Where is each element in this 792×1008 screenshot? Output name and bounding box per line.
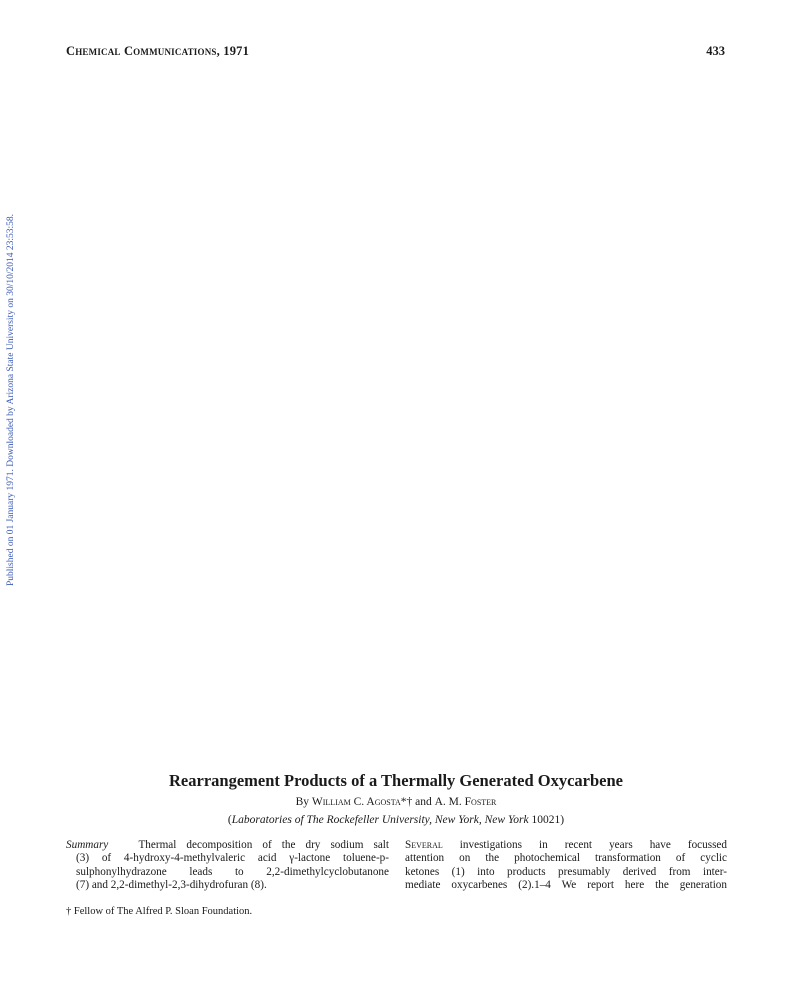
author-by: By: [295, 796, 310, 808]
affiliation-text: Laboratories of The Rockefeller University, New York, New York: [231, 814, 529, 826]
journal-header: [66, 44, 249, 59]
affiliation: [0, 814, 792, 826]
summary-column: [66, 839, 389, 893]
affiliation-close: ): [560, 814, 565, 826]
author-line: [0, 796, 792, 808]
page-number: 433: [706, 44, 725, 58]
article-title: Rearrangement Products of a Thermally Generated Oxycarbene: [169, 771, 623, 790]
body-line-text: investigations in recent years have focussed: [442, 839, 727, 851]
summary-line-text: Thermal decomposition of the dry sodium salt: [138, 839, 390, 851]
body-line: mediate oxycarbenes (2).1–4 We report here the generation: [405, 879, 727, 892]
summary-line: (7) and 2,2-dimethyl-2,3-dihydrofuran (8).: [76, 879, 267, 892]
body-line: attention on the photochemical transformation of cyclic: [405, 852, 727, 865]
author-name-2: A. M. Foster: [434, 796, 497, 808]
author-name-1: William C. Agosta: [311, 796, 401, 808]
body-line: [405, 839, 727, 852]
affiliation-open: (: [227, 814, 232, 826]
body-lead-word: Several: [405, 839, 443, 851]
footnote: [66, 906, 252, 917]
journal-year: , 1971: [216, 44, 250, 58]
affiliation-zip: 10021: [531, 814, 561, 826]
body-column: [405, 839, 727, 893]
download-notice-text[interactable]: Published on 01 January 1971. Downloaded by Arizona State University on 30/10/2014 23:53:58.: [6, 213, 16, 587]
footnote-text: Fellow of The Alfred P. Sloan Foundation.: [73, 906, 253, 917]
footnote-mark: †: [66, 906, 72, 917]
author-marks: *†: [400, 796, 413, 808]
summary-line: (3) of 4-hydroxy-4-methylvaleric acid γ-lactone toluene-p-: [76, 852, 389, 865]
body-line: ketones (1) into products presumably derived from inter-: [405, 865, 727, 878]
summary-label: Summary: [66, 839, 109, 851]
download-notice: [4, 190, 18, 610]
summary-line: sulphonylhydrazone leads to 2,2-dimethylcyclobutanone: [76, 865, 389, 878]
summary-line: [66, 839, 389, 852]
author-and: and: [415, 796, 432, 808]
journal-name: Chemical Communications: [66, 44, 217, 58]
